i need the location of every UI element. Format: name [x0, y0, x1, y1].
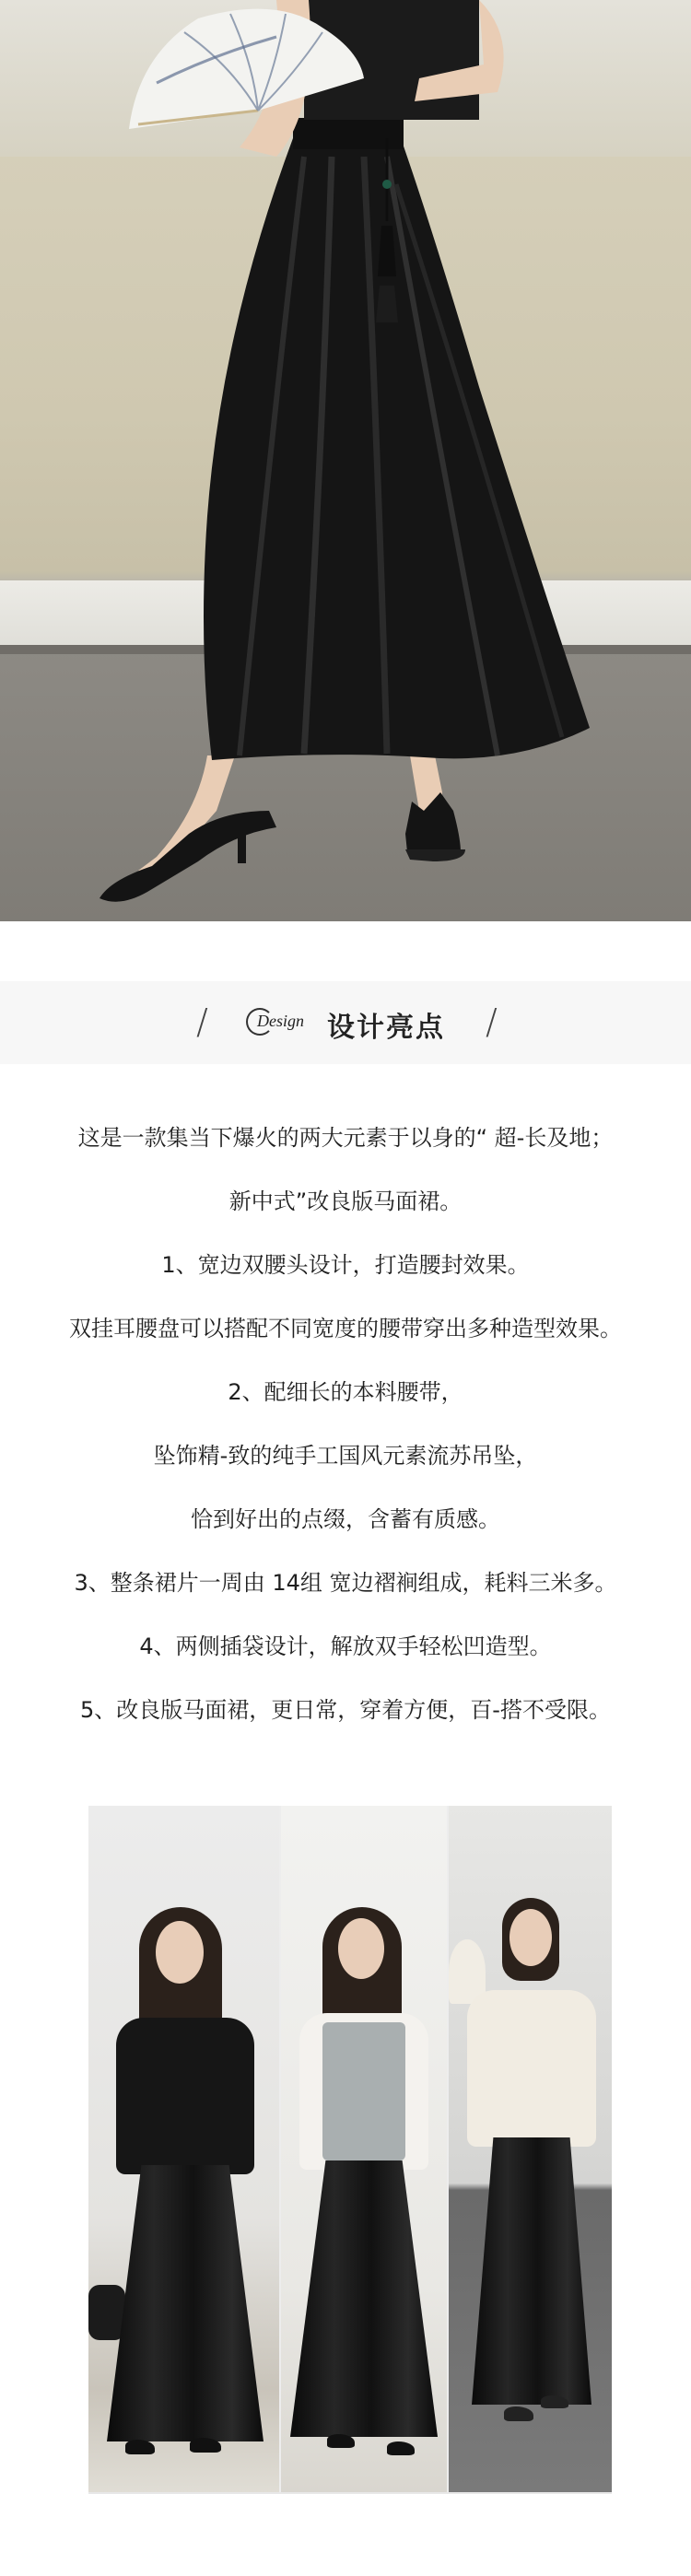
model-vest [322, 2022, 405, 2160]
model-shoe [327, 2434, 355, 2448]
model-face [338, 1918, 384, 1979]
outfit-photo-black-blouse [88, 1806, 279, 2492]
model-shoe [190, 2438, 221, 2453]
description-line: 2、配细长的本料腰带， [228, 1379, 463, 1405]
description-line: 4、两侧插袋设计，解放双手轻松凹造型。 [139, 1633, 552, 1659]
description-line: 这是一款集当下爆火的两大元素于以身的“ 超-长及地； [77, 1125, 614, 1151]
description-line: 恰到好出的点缀，含蓄有质感。 [191, 1506, 500, 1532]
section-title: 设计亮点 [327, 1012, 445, 1044]
model-jacket [467, 1990, 596, 2147]
model-shoe [541, 2395, 568, 2408]
description-line: 双挂耳腰盘可以搭配不同宽度的腰带穿出多种造型效果。 [69, 1316, 622, 1341]
description-line: 坠饰精-致的纯手工国风元素流苏吊坠， [153, 1443, 538, 1469]
model-blouse [116, 2018, 254, 2174]
description-line: 新中式”改良版马面裙。 [228, 1188, 463, 1214]
description-list [0, 1115, 691, 1751]
hero-product-photo [0, 0, 691, 921]
handbag [88, 2285, 125, 2340]
model-skirt [290, 2160, 438, 2437]
design-logo-text: Design [257, 1012, 304, 1030]
model-skirt [472, 2137, 591, 2405]
model-face [156, 1921, 204, 1984]
outfit-collage [88, 1806, 612, 2492]
model-shoe [125, 2440, 155, 2454]
outfit-photo-grey-vest [281, 1806, 447, 2492]
model-illustration [0, 0, 691, 921]
model-face [509, 1909, 552, 1966]
design-logo [246, 1006, 310, 1036]
description-line: 1、宽边双腰头设计，打造腰封效果。 [161, 1252, 530, 1278]
outfit-photo-tweed-jacket [449, 1806, 612, 2492]
collage-bottom-divider [88, 2492, 612, 2494]
model-skirt [107, 2165, 264, 2441]
description-line: 3、整条裙片一周由 14组 宽边褶裥组成，耗料三米多。 [74, 1570, 617, 1596]
description-line: 5、改良版马面裙，更日常，穿着方便，百-搭不受限。 [80, 1697, 611, 1723]
decor-left-slash: / [196, 1001, 208, 1042]
decor-right-slash: / [486, 1001, 498, 1042]
model-shoe [387, 2441, 415, 2455]
model-shoe [504, 2406, 533, 2421]
